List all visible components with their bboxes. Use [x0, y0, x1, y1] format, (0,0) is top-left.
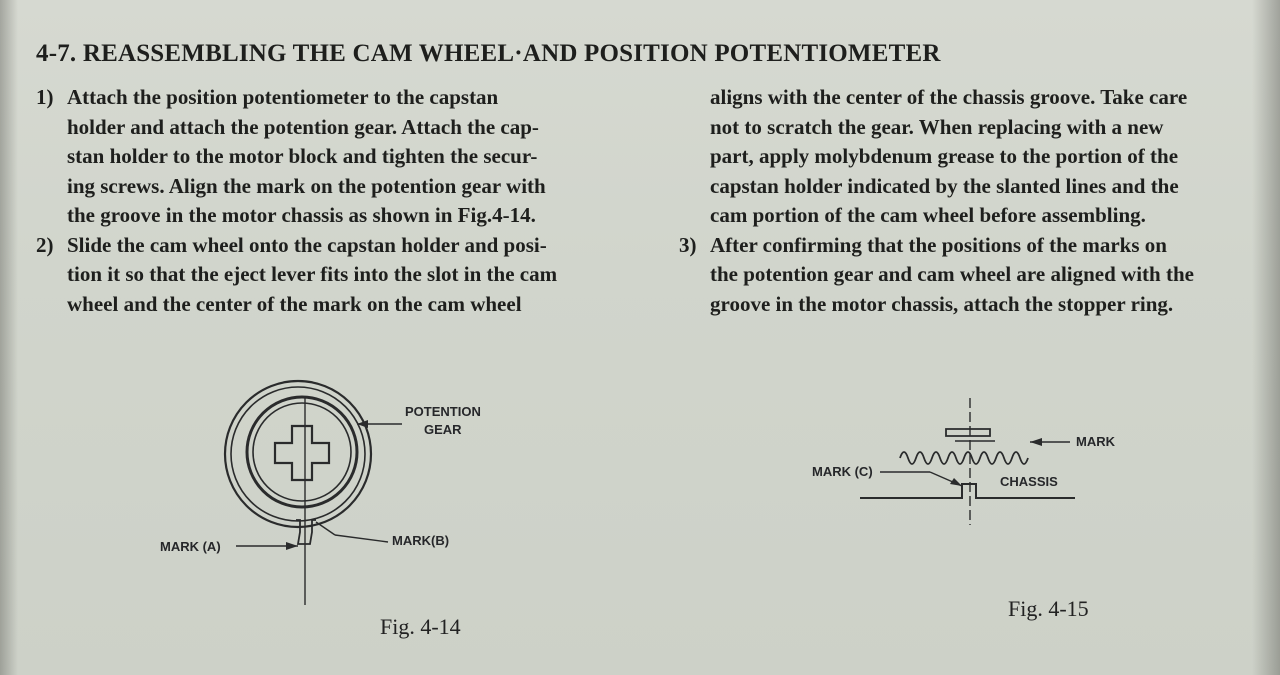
text-line-content: capstan holder indicated by the slanted lines and the [710, 173, 1179, 198]
text-line-content: holder and attach the potention gear. Attach the cap- [67, 114, 539, 139]
text-line-content: ing screws. Align the mark on the potention gear with [67, 173, 546, 198]
text-line-content: Attach the position potentiometer to the capstan [67, 85, 499, 109]
cam-block [946, 429, 990, 436]
text-line-content: the groove in the motor chassis as shown in Fig.4-14. [67, 203, 536, 227]
label-mark-a: MARK (A) [160, 539, 221, 554]
label-mark-c: MARK (C) [812, 464, 873, 479]
arrow-mark-c [950, 478, 962, 486]
text-line-content: stan holder to the motor block and tighten the secur- [67, 144, 538, 168]
section-heading: 4-7. REASSEMBLING THE CAM WHEEL·AND POSITION POTENTIOMETER [36, 40, 941, 67]
text-line-content: the potention gear and cam wheel are aligned with the [710, 262, 1194, 286]
text-line-content: aligns with the center of the chassis groove. Take care [710, 85, 1188, 109]
step-number: 1) [36, 85, 54, 109]
text-line-content: After confirming that the positions of the marks on [710, 232, 1167, 257]
caption-fig-4-14: Fig. 4-14 [380, 614, 461, 639]
label-mark-b: MARK(B) [392, 533, 450, 548]
text-line-content: part, apply molybdenum grease to the portion of the [710, 144, 1179, 168]
text-line-content: Slide the cam wheel onto the capstan holder and posi- [67, 232, 547, 257]
text-line-content: groove in the motor chassis, attach the stopper ring. [710, 291, 1174, 316]
arrow-mark [1030, 438, 1042, 446]
text-line-content: not to scratch the gear. When replacing with a new [710, 114, 1164, 139]
slanted-grease-lines [900, 452, 1028, 464]
text-line-content: tion it so that the eject lever fits into the slot in the cam [67, 262, 558, 286]
label-mark: MARK [1076, 434, 1115, 449]
label-potention: POTENTION [405, 404, 481, 419]
step-number: 2) [36, 232, 54, 257]
text-line-content: wheel and the center of the mark on the cam wheel [67, 291, 522, 316]
label-chassis: CHASSIS [1000, 474, 1058, 489]
step-number: 3) [679, 232, 697, 257]
label-gear: GEAR [424, 422, 462, 437]
caption-fig-4-15: Fig. 4-15 [1008, 596, 1089, 621]
text-line-content: cam portion of the cam wheel before assembling. [710, 203, 1146, 227]
